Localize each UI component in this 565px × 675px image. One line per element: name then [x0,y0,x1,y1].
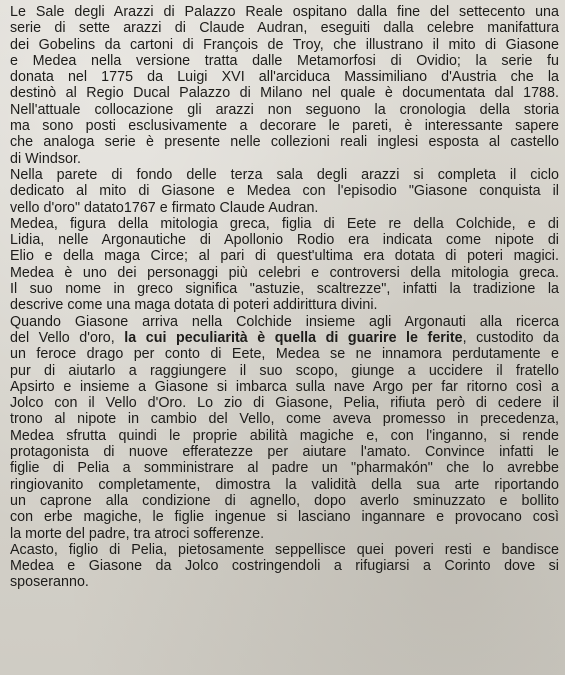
text-line: che analoga serie è presente nelle collezioni reali inglesi esposta al castello [10,134,559,151]
text-line: Nell'attuale collocazione gli arazzi non seguono la cronologia della storia [10,101,559,118]
text-line: Lidia, nelle Argonautiche di Apollonio Rodio era indicata come nipote di [10,232,559,249]
text-line: un feroce drago per conto di Eete, Medea se ne innamora perdutamente e [10,346,559,363]
text-line: dei Gobelins da cartoni di François de Troy, che illustrano il mito di Giasone [10,36,559,53]
text-line: ringiovanito completamente, dimostra la validità della sua arte riportando [10,476,559,493]
paragraph [10,216,559,314]
text-segment: , custodito da [462,329,559,346]
paragraph [10,542,559,591]
text-line: la morte del padre, tra atroci sofferenze. [10,525,265,542]
text-line: Elio e della maga Circe; al pari di quest'ultima era dotata di poteri magici. [10,248,559,265]
text-line: di Windsor. [10,150,81,167]
text-line [10,330,559,346]
text-line: destinò al Regio Ducal Palazzo di Milano nel quale è documentata dal 1788. [10,85,559,102]
text-line: figlie di Pelia a somministrare al padre un "pharmakón" che lo avrebbe [10,460,559,477]
paragraph [10,102,559,167]
text-line: Medea è uno dei personaggi più celebri e controversi della mitologia greca. [10,264,559,281]
text-line: Medea e Giasone da Jolco costringendoli a rifugiarsi a Corinto dove si [10,558,559,575]
text-line: descrive come una maga dotata di poteri addirittura divini. [10,297,378,314]
text-line: Quando Giasone arriva nella Colchide insieme agli Argonauti alla ricerca [10,313,559,330]
paragraph [10,167,559,216]
text-line: donata nel 1775 da Luigi XVI all'arciduca Massimiliano d'Austria che la [10,69,559,86]
highlighted-phrase: la cui peculiarità è quella di guarire le ferite [124,329,463,346]
text-line: con erbe magiche, le figlie ingenue si lasciano ingannare e provocano così [10,509,559,526]
panel-text-body [10,4,559,591]
text-line: e Medea nella versione tratta dalle Metamorfosi di Ovidio; la serie fu [10,52,559,69]
text-line: Il suo nome in greco significa "astuzie, scaltrezze", infatti la tradizione la [10,281,559,298]
text-line: vello d'oro" datato1767 e firmato Claude Audran. [10,199,319,216]
text-line: serie di sette arazzi di Claude Audran, eseguiti dalla celebre manifattura [10,20,559,37]
text-line: Acasto, figlio di Pelia, pietosamente seppellisce quei poveri resti e bandisce [10,541,559,558]
text-line: ma sono posti esclusivamente a decorare le pareti, è interessante sapere [10,118,559,135]
text-line: trono al nipote in cambio del Vello, come aveva promesso in precedenza, [10,411,559,428]
text-line: sposeranno. [10,574,89,591]
paragraph [10,314,559,542]
text-line: Medea sfrutta quindi le proprie abilità magiche e, con l'inganno, si rende [10,427,559,444]
text-segment: del Vello d'oro, [10,329,125,346]
text-line: Apsirto e insieme a Giasone si imbarca sulla nave Argo per far ritorno così a [10,378,559,395]
paragraph [10,4,559,102]
text-line: un caprone alla condizione di agnello, dopo averlo sminuzzato e bollito [10,492,559,509]
text-line: pur di aiutarlo a raggiungere il suo scopo, giunge a uccidere il fratello [10,362,559,379]
text-line: Nella parete di fondo delle terza sala degli arazzi si completa il ciclo [10,166,559,183]
text-line: dedicato al mito di Giasone e Medea con l'episodio "Giasone conquista il [10,183,559,200]
text-line: Medea, figura della mitologia greca, figlia di Eete re della Colchide, e di [10,215,559,232]
text-line: Le Sale degli Arazzi di Palazzo Reale ospitano dalla fine del settecento una [10,4,559,20]
text-line: protagonista di nuove efferatezze per aiutare l'amato. Convince infatti le [10,444,559,461]
text-line: Jolco con il Vello d'Oro. Lo zio di Giasone, Pelia, rifiuta però di cedere il [10,395,559,412]
